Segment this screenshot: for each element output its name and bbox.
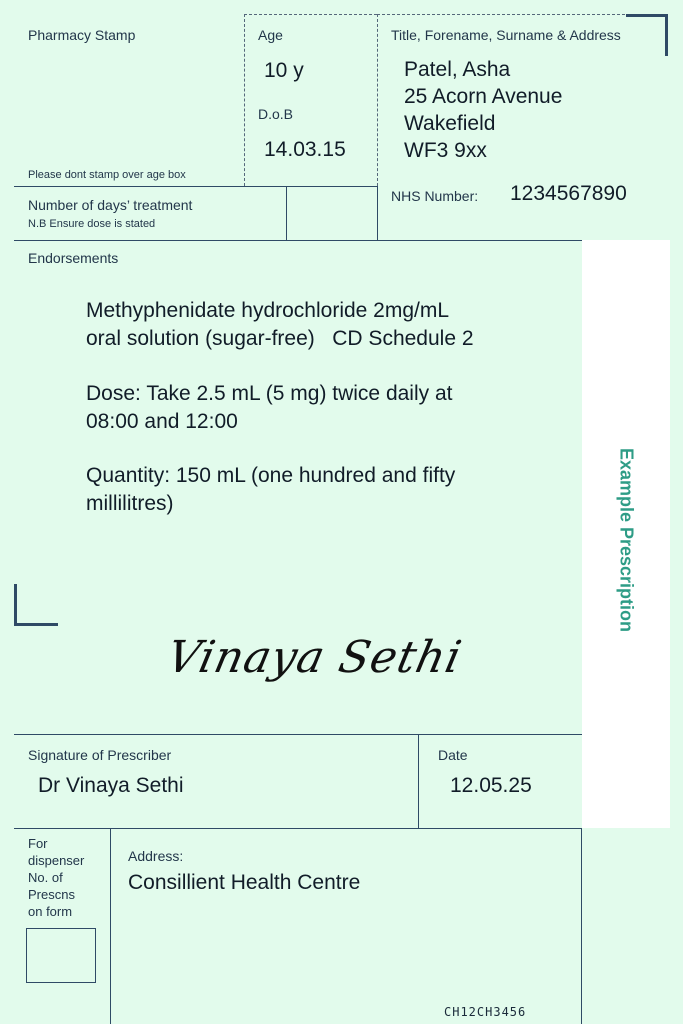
footer-divider bbox=[110, 828, 111, 1024]
days-row-divider bbox=[286, 186, 287, 240]
prescriber-signature: Vinaya Sethi bbox=[162, 632, 467, 683]
corner-mark-bottom-left-vertical bbox=[14, 584, 17, 626]
prescriber-row-bottom-border bbox=[14, 828, 582, 829]
dob-value: 14.03.15 bbox=[264, 138, 346, 161]
patient-name: Patel, Asha bbox=[404, 58, 511, 81]
age-box-right-border bbox=[377, 14, 378, 186]
pharmacy-stamp-label: Pharmacy Stamp bbox=[28, 27, 136, 43]
prescriber-row-divider bbox=[418, 734, 419, 828]
dob-label: D.o.B bbox=[258, 106, 294, 122]
nhs-number: 1234567890 bbox=[510, 182, 627, 205]
age-box-left-border bbox=[244, 14, 245, 186]
patient-town: Wakefield bbox=[404, 112, 496, 135]
dose-line-2: 08:00 and 12:00 bbox=[86, 410, 238, 433]
patient-box-left-border bbox=[377, 186, 378, 240]
patient-street: 25 Acorn Avenue bbox=[404, 85, 563, 108]
age-label: Age bbox=[258, 27, 283, 43]
dispenser-line-1: For bbox=[28, 836, 48, 851]
drug-line-1: Methyphenidate hydrochloride 2mg/mL bbox=[86, 299, 450, 322]
nhs-label: NHS Number: bbox=[391, 188, 479, 204]
prescriber-name: Dr Vinaya Sethi bbox=[38, 774, 184, 797]
corner-mark-top-right-vertical bbox=[665, 14, 668, 56]
drug-line-2: oral solution (sugar-free) CD Schedule 2 bbox=[86, 327, 474, 350]
footer-right-border bbox=[581, 828, 582, 1024]
address-value: Consillient Health Centre bbox=[128, 871, 361, 894]
prescriber-code: CH12CH3456 bbox=[444, 1005, 527, 1019]
watermark-text: Example Prescription bbox=[616, 447, 637, 633]
days-row-top-border bbox=[14, 186, 378, 187]
dispenser-line-5: on form bbox=[28, 904, 73, 919]
corner-mark-top-right bbox=[626, 14, 668, 17]
address-label: Address: bbox=[128, 848, 184, 864]
dispenser-count-box bbox=[26, 928, 96, 983]
dispenser-line-2: dispenser bbox=[28, 853, 85, 868]
dispenser-line-3: No. of bbox=[28, 870, 63, 885]
corner-mark-bottom-left bbox=[14, 623, 58, 626]
prescription-date: 12.05.25 bbox=[450, 774, 532, 797]
quantity-line-2: millilitres) bbox=[86, 492, 174, 515]
stamp-note: Please dont stamp over age box bbox=[28, 169, 186, 181]
patient-label: Title, Forename, Surname & Address bbox=[391, 27, 621, 43]
date-label: Date bbox=[438, 747, 468, 763]
endorsements-label: Endorsements bbox=[28, 250, 119, 266]
days-label: Number of days’ treatment bbox=[28, 197, 193, 213]
signature-label: Signature of Prescriber bbox=[28, 747, 172, 763]
dose-line-1: Dose: Take 2.5 mL (5 mg) twice daily at bbox=[86, 382, 453, 405]
patient-box-top-border bbox=[377, 14, 625, 15]
quantity-line-1: Quantity: 150 mL (one hundred and fifty bbox=[86, 464, 456, 487]
patient-postcode: WF3 9xx bbox=[404, 139, 487, 162]
age-box-top-border bbox=[244, 14, 377, 15]
prescriber-row-top-border bbox=[14, 734, 582, 735]
age-value: 10 y bbox=[264, 59, 304, 82]
header-bottom-border bbox=[14, 240, 582, 241]
days-note: N.B Ensure dose is stated bbox=[28, 218, 156, 230]
dispenser-line-4: Prescns bbox=[28, 887, 75, 902]
